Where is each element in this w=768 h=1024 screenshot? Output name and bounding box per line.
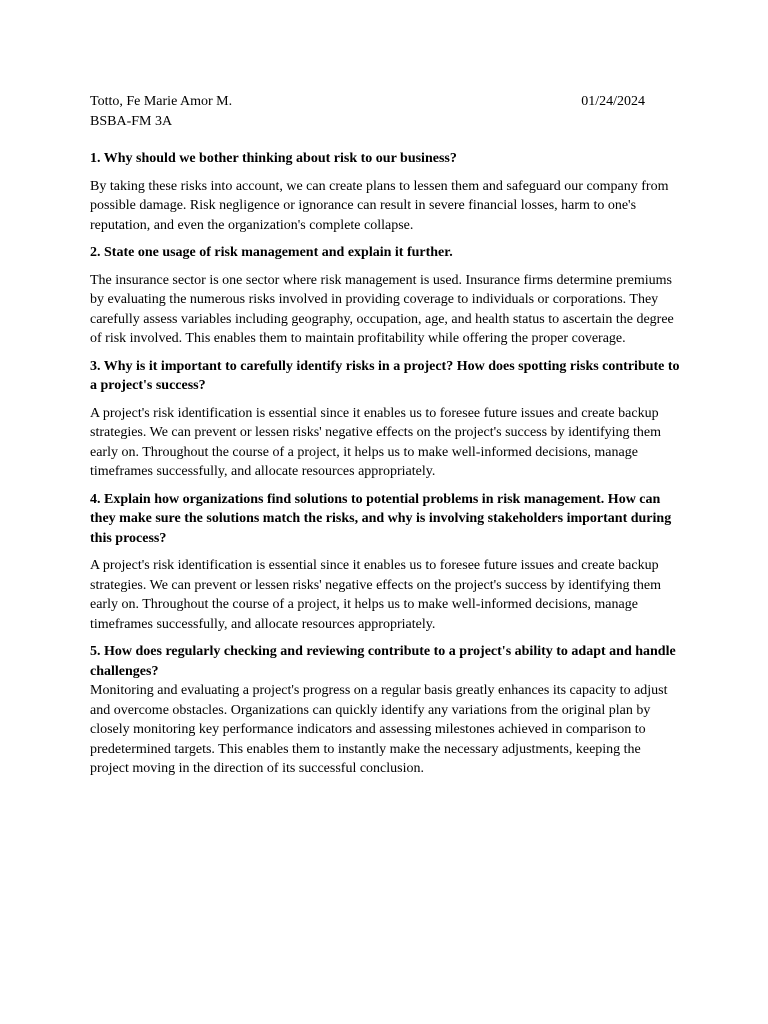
answer-3: A project's risk identification is essential since it enables us to foresee future issues and create backup strategies. We can prevent or lessen risks' negative effects on the project's success by identifying them early on. Throughout the course of a project, it helps us to make well-informed decisions, manage timeframes successfully, and allocate resources appropriately. [90,405,662,479]
student-section: BSBA-FM 3A [90,113,173,129]
answer-1: By taking these risks into account, we can create plans to lessen them and safeguard our company from possible damage. Risk negligence or ignorance can result in severe financial losses, harm to one's reputation, and even the organization's complete collapse. [90,178,669,233]
header-row [90,92,645,112]
answer-4: A project's risk identification is essential since it enables us to foresee future issues and create backup strategies. We can prevent or lessen risks' negative effects on the project's success by identifying them early on. Throughout the course of a project, it helps us to make well-informed decisions, manage timeframes successfully, and allocate resources appropriately. [90,558,662,632]
question-4: 4. Explain how organizations find solutions to potential problems in risk management. How can they make sure the solutions match the risks, and why is involving stakeholders important during this process? [90,491,672,546]
question-3: 3. Why is it important to carefully identify risks in a project? How does spotting risks contribute to a project's success? [90,358,680,393]
question-2: 2. State one usage of risk management and explain it further. [90,245,453,260]
document-page [90,92,680,779]
answer-5: Monitoring and evaluating a project's progress on a regular basis greatly enhances its capacity to adjust and overcome obstacles. Organizations can quickly identify any variations from the original plan by closely monitoring key performance indicators and assessing milestones achieved in comparison to predetermined targets. This enables them to instantly make the necessary adjustments, keeping the project moving in the direction of its successful conclusion. [90,683,668,776]
question-5: 5. How does regularly checking and reviewing contribute to a project's ability to adapt and handle challenges? [90,644,676,679]
student-name: Totto, Fe Marie Amor M. [90,94,233,109]
answer-2: The insurance sector is one sector where risk management is used. Insurance firms determine premiums by evaluating the numerous risks involved in providing coverage to individuals or corporations. They carefully assess variables including geography, occupation, age, and health status to ascertain the degree of risk involved. This enables them to maintain profitability while offering the proper coverage. [90,272,674,346]
submission-date: 01/24/2024 [581,94,645,109]
question-1: 1. Why should we bother thinking about risk to our business? [90,151,457,166]
